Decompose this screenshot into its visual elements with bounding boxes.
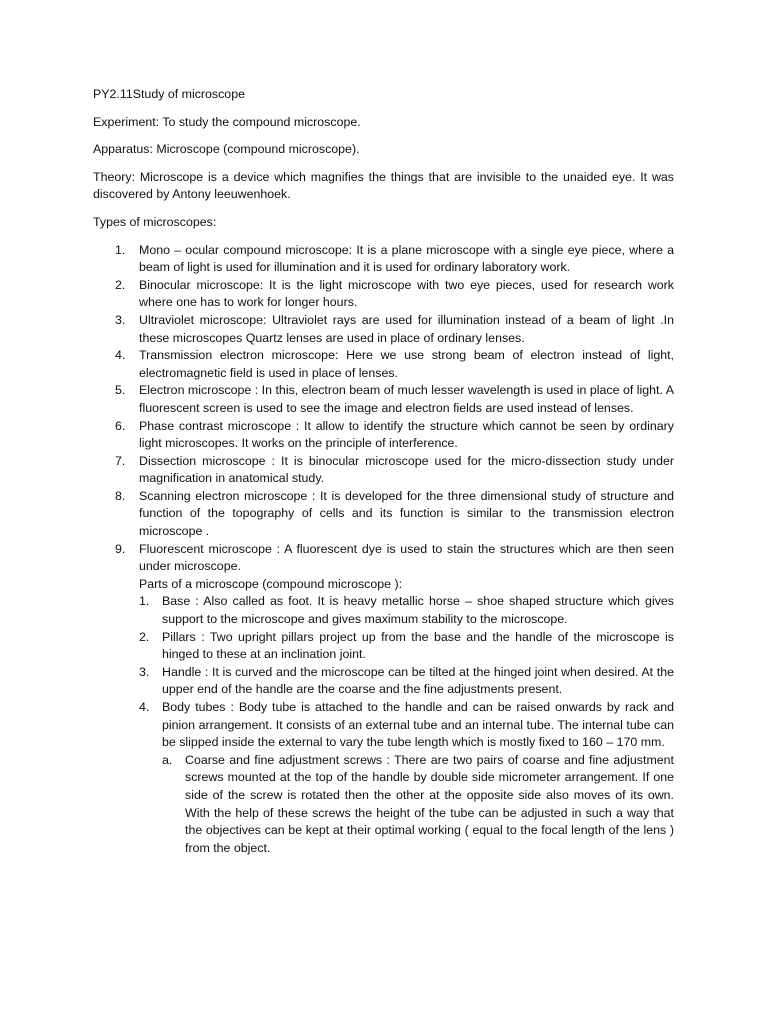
- list-number: 3.: [115, 312, 126, 327]
- list-number: 5.: [115, 383, 126, 398]
- list-number: 8.: [115, 488, 126, 503]
- list-item-text: Dissection microscope : It is binocular microscope used for the micro-dissection study under magnification in anatomical study.: [139, 453, 674, 486]
- document-title: PY2.11Study of microscope: [93, 87, 245, 101]
- list-item-text: Electron microscope : In this, electron beam of much lesser wavelength is used in place of light. A fluorescent screen is used to see the image and electron fields are used instead of lenses.: [139, 383, 674, 415]
- list-item-text: Phase contrast microscope : It allow to identify the structure which cannot be seen by ordinary light microscopes. It works on the principle of interference.: [139, 418, 674, 451]
- parts-section: [93, 576, 674, 858]
- list-item: [139, 629, 674, 664]
- list-number: 3.: [139, 664, 150, 679]
- types-heading: Types of microscopes:: [93, 214, 217, 229]
- list-number: 1.: [139, 594, 150, 609]
- document-page: [93, 86, 674, 857]
- list-item: [139, 593, 674, 628]
- list-number: 7.: [115, 453, 126, 468]
- parts-list: [139, 593, 674, 857]
- list-item: [93, 453, 674, 488]
- list-item: [93, 382, 674, 417]
- list-item-text: Handle : It is curved and the microscope can be tilted at the hinged joint when desired. At the upper end of the handle are the coarse and the fine adjustments present.: [162, 664, 674, 697]
- list-item: [93, 488, 674, 541]
- sub-list-item-text: Coarse and fine adjustment screws : There are two pairs of coarse and fine adjustment screws mounted at the top of the handle by double side micrometer arrangement. If one side of the screw is rotated then the other at the opposite side also moves of its own. With the help of these screws the height of the tube can be adjusted in such a way that the objectives can be kept at their optimal working ( equal to the focal length of the lens ) from the object.: [185, 752, 674, 855]
- apparatus-line: Apparatus: Microscope (compound microscope).: [93, 142, 360, 157]
- list-item-text: Transmission electron microscope: Here we use strong beam of electron instead of light, electromagnetic field is used in place of lenses.: [139, 348, 674, 380]
- list-item: [139, 699, 674, 857]
- list-item-text: Pillars : Two upright pillars project up from the base and the handle of the microscope is hinged to these at an inclination joint.: [162, 629, 674, 662]
- list-item-text: Fluorescent microscope : A fluorescent dye is used to stain the structures which are then seen under microscope.: [139, 541, 674, 574]
- list-item-text: Ultraviolet microscope: Ultraviolet rays are used for illumination instead of a beam of light .In these microscopes Quartz lenses are used in place of ordinary lenses.: [139, 312, 674, 345]
- sub-list-item: [162, 752, 674, 858]
- experiment-line: Experiment: To study the compound microscope.: [93, 114, 361, 129]
- sub-list-letter: a.: [162, 752, 173, 767]
- list-item: [93, 347, 674, 382]
- list-number: 4.: [139, 700, 150, 714]
- parts-heading: Parts of a microscope (compound microscope ):: [139, 576, 403, 591]
- types-list: [93, 242, 674, 576]
- list-item-text: Mono – ocular compound microscope: It is a plane microscope with a single eye piece, where a beam of light is used for illumination and it is used for ordinary laboratory work.: [139, 242, 674, 275]
- list-number: 2.: [115, 277, 126, 292]
- list-item-text: Scanning electron microscope : It is developed for the three dimensional study of structure and function of the topography of cells and its function is similar to the transmission electron microscope .: [139, 488, 674, 539]
- list-item: [93, 277, 674, 312]
- list-item: [93, 312, 674, 347]
- list-number: 4.: [115, 348, 126, 363]
- theory-paragraph: Theory: Microscope is a device which magnifies the things that are invisible to the unaided eye. It was discovered by Antony leeuwenhoek.: [93, 169, 674, 202]
- sub-list: [162, 752, 674, 858]
- list-number: 6.: [115, 418, 126, 433]
- list-item: [93, 541, 674, 576]
- list-item-text: Base : Also called as foot. It is heavy metallic horse – shoe shaped structure which gives support to the microscope and gives maximum stability to the microscope.: [162, 594, 674, 627]
- list-item: [139, 664, 674, 699]
- list-item: [93, 242, 674, 277]
- list-number: 1.: [115, 242, 126, 257]
- list-number: 9.: [115, 541, 126, 556]
- list-number: 2.: [139, 629, 150, 644]
- list-item-text: Binocular microscope: It is the light microscope with two eye pieces, used for research work where one has to work for longer hours.: [139, 277, 674, 310]
- list-item: [93, 418, 674, 453]
- list-item-text: Body tubes : Body tube is attached to the handle and can be raised onwards by rack and pinion arrangement. It consists of an external tube and an internal tube. The internal tube can be slipped inside the external to vary the tube length which is mostly fixed to 160 – 170 mm.: [162, 700, 674, 750]
